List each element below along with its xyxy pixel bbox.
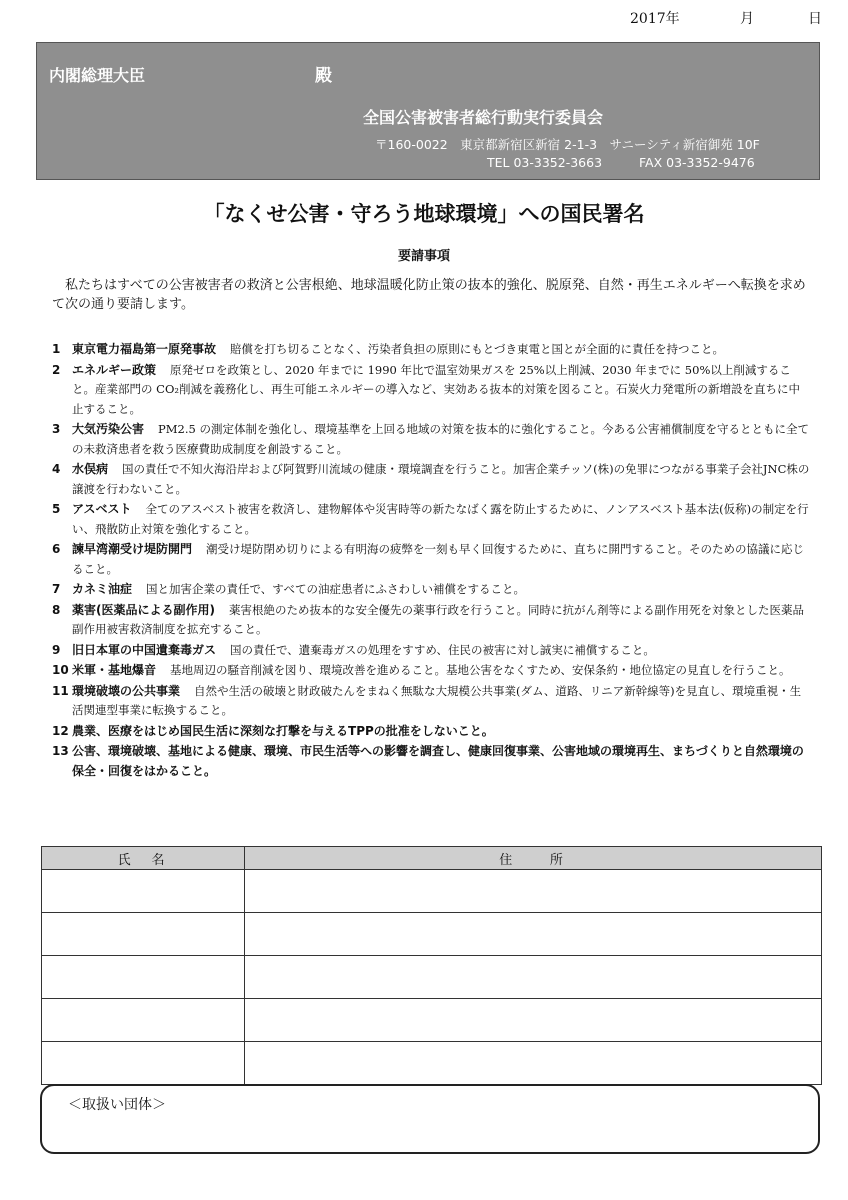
demand-title: エネルギー政策 <box>72 362 157 377</box>
demand-item <box>52 641 810 661</box>
name-cell[interactable] <box>42 999 245 1042</box>
demand-item <box>52 500 810 539</box>
demand-text: 農業、医療をはじめ国民生活に深刻な打撃を与えるTPPの批准をしないこと。 <box>72 723 494 738</box>
postal-address: 〒160-0022 東京都新宿区新宿 2-1-3 サニーシティ新宿御苑 10F <box>375 137 760 152</box>
demand-title: 米軍・基地爆音 <box>72 663 157 677</box>
demand-item <box>52 722 810 742</box>
organization-name: 全国公害被害者総行動実行委員会 <box>363 108 604 127</box>
addressee: 内閣総理大臣 <box>49 66 146 85</box>
demand-text: 全てのアスベスト被害を救済し、建物解体や災害時等の新たなばく露を防止するために、ノンアスベスト基本法(仮称)の制定を行い、飛散防止対策を強化すること。 <box>72 502 809 536</box>
address-column-header: 住 所 <box>245 847 822 870</box>
demand-title: 旧日本軍の中国遺棄毒ガス <box>72 642 217 657</box>
demand-item <box>52 601 810 640</box>
address-cell[interactable] <box>245 870 822 913</box>
demand-number: 1 <box>52 342 61 356</box>
demand-title: 大気汚染公害 <box>72 422 145 436</box>
demand-text: 自然や生活の破壊と財政破たんをまねく無駄な大規模公共事業(ダム、道路、リニア新幹線等)を見直し、環境重視・生活関連型事業に転換すること。 <box>72 683 802 717</box>
demand-number: 12 <box>52 723 69 738</box>
demand-text: 国の責任で、遺棄毒ガスの処理をすすめ、住民の被害に対し誠実に補償すること。 <box>230 642 655 657</box>
signature-table <box>41 846 822 1085</box>
address-cell[interactable] <box>245 1042 822 1085</box>
signature-row <box>42 956 822 999</box>
demand-text: 潮受け堤防閉め切りによる有明海の疲弊を一刻も早く回復するために、直ちに開門すること。そのための協議に応じること。 <box>72 542 805 576</box>
demand-title: カネミ油症 <box>72 582 133 596</box>
demand-title: 薬害(医薬品による副作用) <box>72 602 215 617</box>
signature-table-header <box>42 847 822 870</box>
demand-text: 基地周辺の騒音削減を図り、環境改善を進めること。基地公害をなくすため、安保条約・地位協定の見直しを行うこと。 <box>170 663 791 677</box>
demand-text: 国と加害企業の責任で、すべての油症患者にふさわしい補償をすること。 <box>146 582 526 596</box>
demand-item <box>52 742 810 781</box>
demand-number: 13 <box>52 744 69 758</box>
demand-title: 環境破壊の公共事業 <box>72 683 181 698</box>
date-line <box>560 8 830 28</box>
demand-title: 水俣病 <box>72 462 109 476</box>
demand-number: 9 <box>52 642 61 657</box>
demand-number: 4 <box>52 462 61 476</box>
date-month: 月 <box>740 11 754 27</box>
date-day: 日 <box>808 11 822 27</box>
demand-text: 賠償を打ち切ることなく、汚染者負担の原則にもとづき東電と国とが全面的に責任を持つこと。 <box>230 342 725 356</box>
section-title: 要請事項 <box>397 249 450 264</box>
signature-row <box>42 913 822 956</box>
demand-number: 6 <box>52 542 61 556</box>
name-cell[interactable] <box>42 870 245 913</box>
intro-paragraph: 私たちはすべての公害被害者の救済と公害根絶、地球温暖化防止策の抜本的強化、脱原発、自然・再生エネルギーへ転換を求めて次の通り要請します。 <box>52 278 806 312</box>
fax: FAX 03-3352-9476 <box>639 155 755 170</box>
demand-item <box>52 661 810 681</box>
demand-number: 5 <box>52 502 61 516</box>
demand-title: アスベスト <box>72 502 132 516</box>
demand-number: 11 <box>52 683 69 698</box>
demand-text: 原発ゼロを政策とし、2020 年までに 1990 年比で温室効果ガスを 25%以上削減、2030 年までに 50%以上削減すること。産業部門の CO₂削減を義務化し、再生可能エネルギーの導入など、実効ある抜本的対策を図ること。石炭火力発電所の新増設を直ちに中止すること。 <box>72 362 800 416</box>
demand-number: 10 <box>52 663 69 677</box>
demand-item <box>52 361 810 420</box>
name-cell[interactable] <box>42 913 245 956</box>
demand-item <box>52 682 810 721</box>
address-cell[interactable] <box>245 999 822 1042</box>
demand-item <box>52 540 810 579</box>
demand-number: 8 <box>52 602 61 617</box>
signature-row <box>42 1042 822 1085</box>
demand-text: 国の責任で不知火海沿岸および阿賀野川流域の健康・環境調査を行うこと。加害企業チッソ(株)の免罪につながる事業子会社JNC株の譲渡を行わないこと。 <box>72 462 810 496</box>
date-year: 2017年 <box>630 11 680 27</box>
signature-row <box>42 870 822 913</box>
name-cell[interactable] <box>42 1042 245 1085</box>
name-cell[interactable] <box>42 956 245 999</box>
name-column-header: 氏 名 <box>42 847 245 870</box>
signature-row <box>42 999 822 1042</box>
demand-list <box>52 340 810 782</box>
demand-text: 公害、環境破壊、基地による健康、環境、市民生活等への影響を調査し、健康回復事業、公害地域の環境再生、まちづくりと自然環境の保全・回復をはかること。 <box>72 744 804 778</box>
demand-number: 7 <box>52 582 61 596</box>
honorific: 殿 <box>315 66 332 86</box>
header-box <box>36 42 820 180</box>
demand-number: 2 <box>52 362 61 377</box>
demand-item <box>52 580 810 600</box>
demand-item <box>52 420 810 459</box>
demand-item <box>52 460 810 499</box>
demand-text: 薬害根絶のため抜本的な安全優先の薬事行政を行うこと。同時に抗がん剤等による副作用死を対象とした医薬品副作用被害救済制度を拡充すること。 <box>72 602 804 636</box>
handling-organization-label: ＜取扱い団体＞ <box>68 1097 166 1113</box>
address-cell[interactable] <box>245 956 822 999</box>
page-title: 「なくせ公害・守ろう地球環境」への国民署名 <box>203 202 645 226</box>
telephone: TEL 03-3352-3663 <box>487 155 603 170</box>
demand-title: 諫早湾潮受け堤防開門 <box>72 542 193 556</box>
address-cell[interactable] <box>245 913 822 956</box>
handling-organization-box[interactable] <box>40 1084 820 1154</box>
demand-text: PM2.5 の測定体制を強化し、環境基準を上回る地域の対策を抜本的に強化すること。今ある公害補償制度を守るとともに全ての未救済患者を救う医療費助成制度を創設すること。 <box>72 422 809 456</box>
demand-title: 東京電力福島第一原発事故 <box>72 342 217 356</box>
demand-number: 3 <box>52 422 61 436</box>
demand-item <box>52 340 810 360</box>
